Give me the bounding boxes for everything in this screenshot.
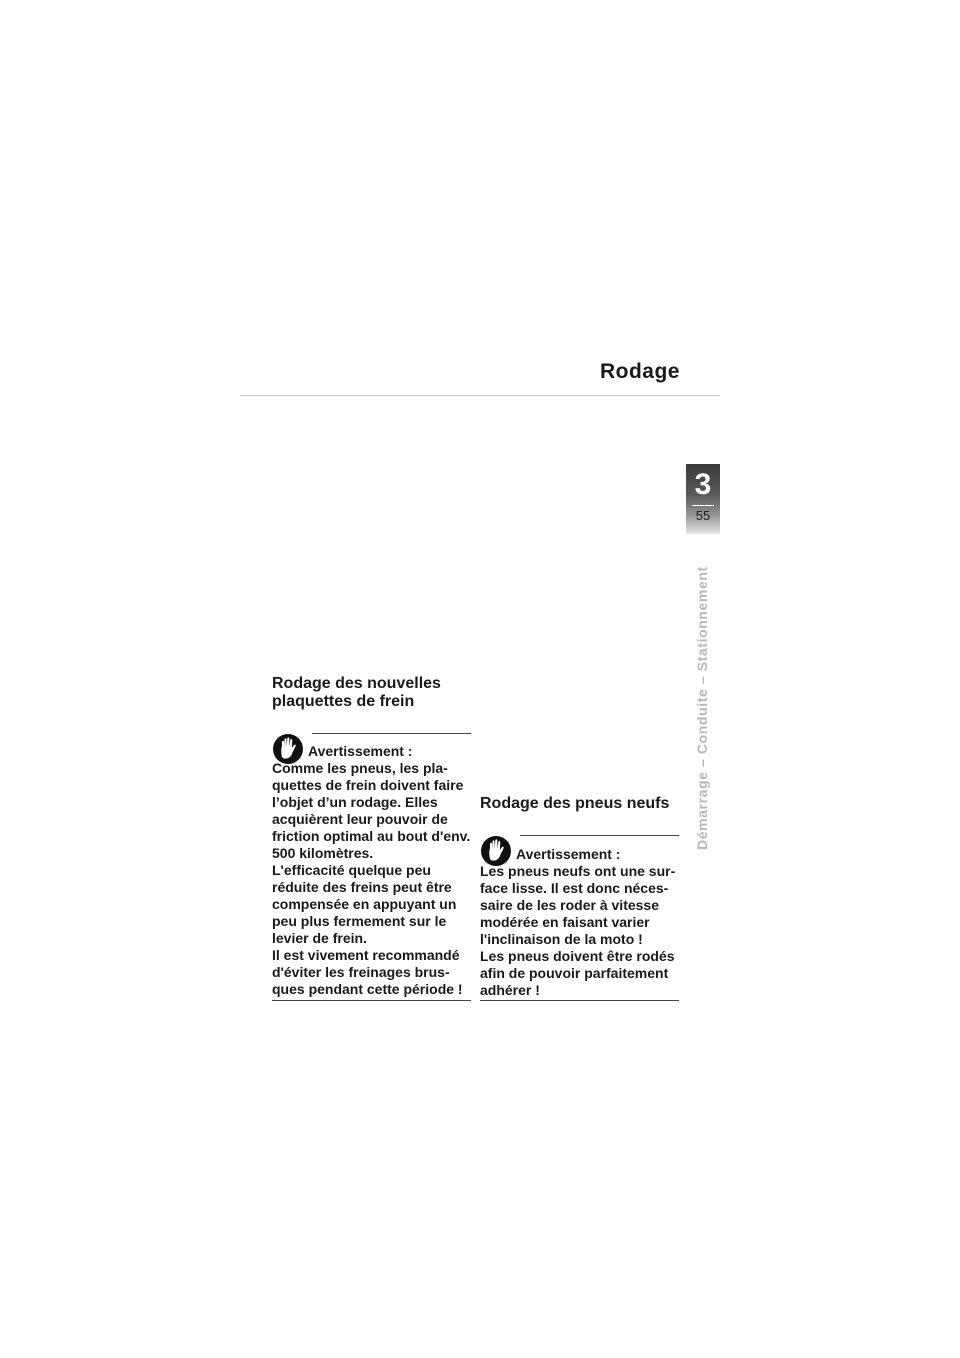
section-brake-pads: [272, 675, 471, 997]
warning-rule: [520, 835, 679, 836]
chapter-separator: [692, 505, 714, 506]
warning-text: [272, 760, 472, 998]
text-line: Il est vivement recommandé: [272, 947, 460, 963]
section-heading: [480, 795, 679, 813]
page-number: 55: [695, 508, 711, 523]
text-line: 500 kilomètres.: [272, 845, 374, 861]
text-line: friction optimal au bout d'env.: [272, 828, 471, 844]
page-title: Rodage: [599, 360, 680, 383]
text-line: face lisse. Il est donc néces-: [480, 880, 669, 896]
text-line: quettes de frein doivent faire: [272, 777, 464, 793]
text-line: L'efficacité quelque peu: [272, 862, 431, 878]
text-line: Les pneus doivent être rodés: [480, 948, 675, 964]
text-line: adhérer !: [480, 982, 540, 998]
chapter-number: 3: [694, 468, 712, 501]
heading-line: plaquettes de frein: [272, 693, 415, 710]
text-line: l'inclinaison de la moto !: [480, 931, 643, 947]
heading-line: Rodage des nouvelles: [272, 675, 441, 692]
text-line: d'éviter les freinages brus-: [272, 964, 450, 980]
header-divider: [240, 395, 720, 396]
section-end-rule: [480, 1000, 679, 1001]
text-line: l’objet d’un rodage. Elles: [272, 794, 438, 810]
text-line: peu plus fermement sur le: [272, 913, 447, 929]
warning-rule: [312, 733, 471, 734]
text-line: ques pendant cette période !: [272, 981, 463, 997]
section-heading: [272, 675, 471, 711]
text-line: levier de frein.: [272, 930, 367, 946]
text-line: compensée en appuyant un: [272, 896, 457, 912]
chapter-side-label: Démarrage – Conduite – Stationnement: [694, 566, 710, 850]
text-line: afin de pouvoir parfaitement: [480, 965, 669, 981]
chapter-tab: [686, 464, 720, 534]
warning-label: Avertissement :: [308, 743, 413, 759]
text-line: réduite des freins peut être: [272, 879, 452, 895]
warning-text: [480, 863, 680, 999]
heading-line: Rodage des pneus neufs: [480, 795, 670, 812]
text-line: modérée en faisant varier: [480, 914, 650, 930]
text-line: saire de les roder à vitesse: [480, 897, 659, 913]
text-line: Les pneus neufs ont une sur-: [480, 863, 676, 879]
warning-label: Avertissement :: [516, 846, 621, 862]
text-line: acquièrent leur pouvoir de: [272, 811, 448, 827]
section-new-tyres: [480, 795, 679, 998]
section-end-rule: [272, 1000, 471, 1001]
text-line: Comme les pneus, les pla-: [272, 760, 448, 776]
